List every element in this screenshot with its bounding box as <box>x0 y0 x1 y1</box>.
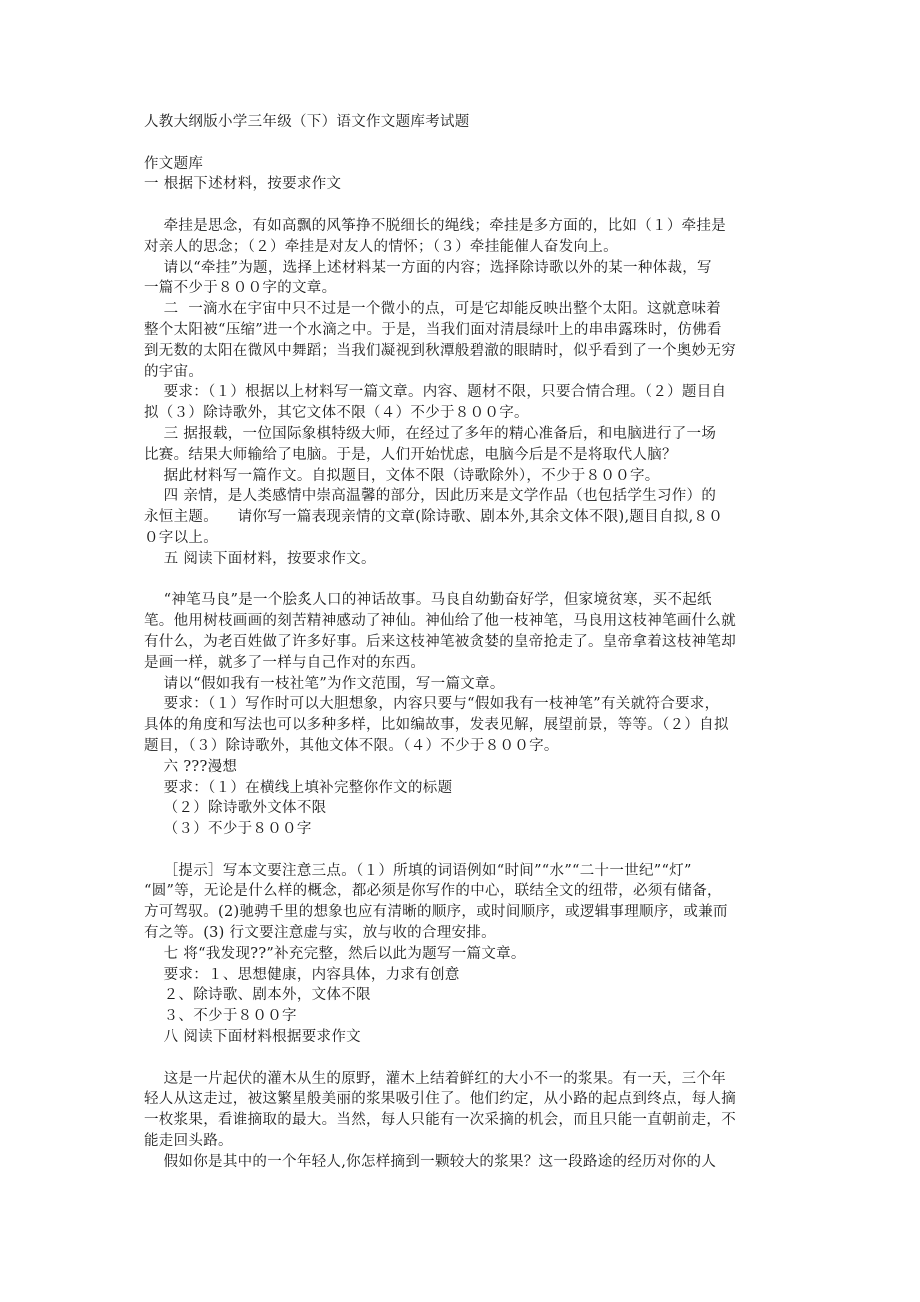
text-line: 请以“假如我有一枝社笔”为作文范围，写一篇文章。 <box>144 675 505 692</box>
text-line: 有什么，为老百姓做了许多好事。后来这枝神笔被贪婪的皇帝抢走了。皇帝拿着这枝神笔却 <box>144 633 736 650</box>
text-line: ０字以上。 <box>144 529 218 546</box>
text-line: 要求：（１）写作时可以大胆想象，内容只要与“假如我有一枝神笔”有关就符合要求， <box>144 696 720 713</box>
spacer <box>144 195 782 216</box>
spacer <box>144 1048 782 1069</box>
text-line: 具体的角度和写法也可以多种多样，比如编故事，发表见解，展望前景，等等。（２）自拟 <box>144 717 729 734</box>
text-line: 有之等。(3) 行文要注意虚与实，放与收的合理安排。 <box>144 925 496 942</box>
text-line: （３）不少于８００字 <box>144 821 312 838</box>
section-heading: 作文题库 <box>144 155 204 172</box>
text-line: 七 将“我发现??”补充完整，然后以此为题写一篇文章。 <box>144 945 526 962</box>
text-line: 假如你是其中的一个年轻人,你怎样摘到一颗较大的浆果？这一段路途的经历对你的人 <box>144 1153 717 1170</box>
text-line: 要求：１、思想健康，内容具体，力求有创意 <box>144 966 460 983</box>
text-line: （２）除诗歌外文体不限 <box>144 800 327 817</box>
text-line: 一枚浆果，看谁摘取的最大。当然，每人只能有一次采摘的机会，而且只能一直朝前走，不 <box>144 1112 736 1129</box>
spacer <box>144 840 782 861</box>
text-line: 五 阅读下面材料，按要求作文。 <box>144 550 376 567</box>
text-line: 的宇宙。 <box>144 363 204 380</box>
text-line: 三 据报载，一位国际象棋特级大师，在经过了多年的精心准备后，和电脑进行了一场 <box>144 425 717 442</box>
text-line: 整个太阳被“压缩”进一个水滴之中。于是，当我们面对清晨绿叶上的串串露珠时，仿佛看 <box>144 321 722 338</box>
text-line: ［提示］写本文要注意三点。（１）所填的词语例如“时间”“水”“二十一世纪”“灯” <box>144 862 692 879</box>
text-line: “圆”等，无论是什么样的概念，都必须是你写作的中心，联结全文的纽带，必须有储备， <box>144 883 722 900</box>
text-line: 要求：（１）根据以上材料写一篇文章。内容、题材不限，只要合情合理。（２）题目自 <box>144 384 727 401</box>
document-text <box>144 174 782 1172</box>
text-line: 方可驾驭。(2)驰骋千里的想象也应有清晰的顺序，或时间顺序，或逻辑事理顺序，或兼而 <box>144 904 728 921</box>
text-line: 永恒主题。 请你写一篇表现亲情的文章(除诗歌、剧本外,其余文体不限),题目自拟,８０ <box>144 509 724 526</box>
text-line: 四 亲情，是人类感情中崇高温馨的部分，因此历来是文学作品（也包括学生习作）的 <box>144 488 717 505</box>
spacer <box>144 570 782 591</box>
text-line: 这是一片起伏的灌木从生的原野，灌木上结着鲜红的大小不一的浆果。有一天，三个年 <box>144 1070 727 1087</box>
text-line: 是画一样，就多了一样与自己作对的东西。 <box>144 654 426 671</box>
text-line: 二 一滴水在宇宙中只不过是一个微小的点，可是它却能反映出整个太阳。这就意味着 <box>144 301 722 318</box>
text-line: “神笔马良”是一个脍炙人口的神话故事。马良自幼勤奋好学，但家境贫寒，买不起纸 <box>144 592 712 609</box>
text-line: 牵挂是思念，有如高飘的风筝挣不脱细长的绳线；牵挂是多方面的，比如（１）牵挂是 <box>144 217 727 234</box>
text-line: 题目，（３）除诗歌外，其他文体不限。（４）不少于８００字。 <box>144 737 559 754</box>
text-line: 据此材料写一篇作文。自拟题目，文体不限（诗歌除外），不少于８００字。 <box>144 467 660 484</box>
document-body <box>144 112 782 1173</box>
text-line: ２、除诗歌、剧本外，文体不限 <box>144 987 371 1004</box>
spacer <box>144 133 782 154</box>
text-line: ３、不少于８００字 <box>144 1008 297 1025</box>
text-line: 八 阅读下面材料根据要求作文 <box>144 1029 361 1046</box>
text-line: 到无数的太阳在微风中舞蹈；当我们凝视到秋潭般碧澈的眼睛时，似乎看到了一个奥妙无穷 <box>144 342 736 359</box>
text-line: 轻人从这走过，被这繁星般美丽的浆果吸引住了。他们约定，从小路的起点到终点，每人摘 <box>144 1091 736 1108</box>
text-line: 一篇不少于８００字的文章。 <box>144 280 337 297</box>
text-line: 一 根据下述材料，按要求作文 <box>144 176 342 193</box>
text-line: 能走回头路。 <box>144 1133 233 1150</box>
text-line: 要求：（１）在横线上填补完整你作文的标题 <box>144 779 453 796</box>
text-line: 比赛。结果大师输给了电脑。于是，人们开始忧虑，电脑今后是不是将取代人脑？ <box>144 446 677 463</box>
document-title: 人教大纲版小学三年级（下）语文作文题库考试题 <box>144 114 470 130</box>
text-line: 笔。他用树枝画画的刻苦精神感动了神仙。神仙给了他一枝神笔，马良用这枝神笔画什么就 <box>144 613 736 630</box>
text-line: 请以“牵挂”为题，选择上述材料某一方面的内容；选择除诗歌以外的某一种体裁，写 <box>144 259 712 276</box>
text-line: 六 ???漫想 <box>144 758 238 775</box>
text-line: 对亲人的思念；（２）牵挂是对友人的情怀；（３）牵挂能催人奋发向上。 <box>144 238 618 255</box>
text-line: 拟（３）除诗歌外，其它文体不限（４）不少于８００字。 <box>144 405 529 422</box>
